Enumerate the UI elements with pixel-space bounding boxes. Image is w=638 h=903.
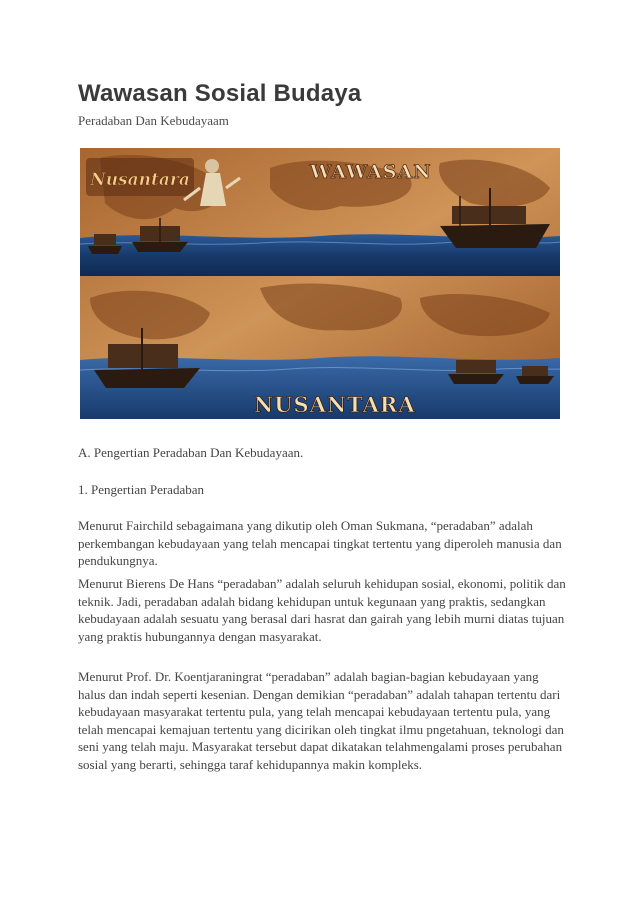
banner-illustration	[80, 148, 560, 419]
logo-text: Nusantara	[90, 170, 190, 190]
paragraph-bierens: Menurut Bierens De Hans “peradaban” adalah seluruh kehidupan sosial, ekonomi, politik dan teknik. Jadi, peradaban adalah bidang kehidupan untuk kegunaan yang praktis, sedangkan kebudayaan adalah sesuatu yang berasal dari hasrat dan gairah yang lebih murni diatas tujuan yang praktis hubungannya dengan masyarakat.	[78, 576, 566, 644]
wawasan-nusantara-banner	[80, 148, 560, 419]
banner-top-text: WAWASAN	[310, 161, 432, 183]
document-subtitle: Peradaban Dan Kebudayaam	[78, 113, 229, 128]
banner-bottom-text: NUSANTARA	[254, 392, 416, 417]
subsection-heading: 1. Pengertian Peradaban	[78, 482, 204, 497]
paragraph-fairchild: Menurut Fairchild sebagaimana yang dikutip oleh Oman Sukmana, “peradaban” adalah perkembangan kebudayaan yang telah mencapai tingkat tertentu yang diperoleh manusia dan pendukungnya.	[78, 518, 562, 568]
document-title: Wawasan Sosial Budaya	[78, 80, 362, 107]
paragraph-koentjaraningrat: Menurut Prof. Dr. Koentjaraningrat “peradaban” adalah bagian-bagian kebudayaan yang halus dan indah seperti kesenian. Dengan demikian “peradaban” adalah tahapan tertentu dari kebudayaan masyarakat tertentu pula, yang telah mencapai kebudayaan tertentu pula, yang telah mencapai kemajuan tertentu yang dicirikan oleh tingkat ilmu pngetahuan, teknologi dan seni yang telah maju. Masyarakat tersebut dapat dikatakan telahmengalami proses perubahan sosial yang berarti, sehingga taraf kehidupannya makin kompleks.	[78, 669, 564, 772]
section-heading: A. Pengertian Peradaban Dan Kebudayaan.	[78, 445, 304, 460]
ship-icon	[448, 360, 504, 384]
